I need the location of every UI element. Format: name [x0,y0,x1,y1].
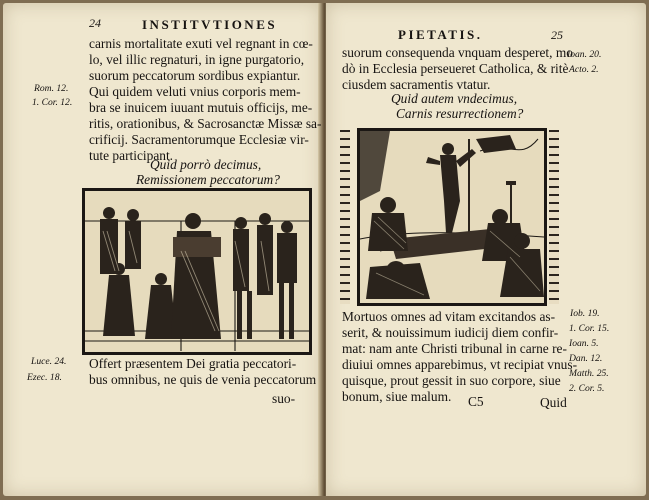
right-text-line: dò in Ecclesia perseueret Catholica, & ritè [342,61,569,76]
right-text-line: quisque, prout gessit in suo corpore, siue [342,373,561,388]
right-margin-note: Ioan. 5. [569,338,599,349]
right-page-number: 25 [551,28,563,42]
right-margin-note: Acto. 2. [569,64,599,75]
left-text-line: ritis, orationibus, & Sacrosanctæ Missæ sa- [89,116,322,131]
right-margin-note: 2. Cor. 5. [569,383,605,394]
left-text-line: carnis mortalitate exuti vel regnant in cœ- [89,36,313,51]
woodcut-absolution-scene [82,188,312,355]
left-margin-note: Ezec. 18. [27,372,62,383]
right-text-line: Mortuos omnes ad vitam excitandos as- [342,309,556,324]
right-text-line: mat: nam ante Christi tribunal in carne re- [342,341,567,356]
woodcut-resurrection-scene [357,128,547,306]
right-running-head: PIETATIS. [398,27,483,42]
left-margin-note: Luce. 24. [31,356,67,367]
right-text-line: serit, & nouissimum iudicij diem confir- [342,325,559,340]
left-question-line: Quid porrò decimus, [150,157,262,172]
right-margin-note: 1. Cor. 15. [569,323,610,334]
right-margin-note: Iob. 19. [570,308,600,319]
right-question-line: Carnis resurrectionem? [396,106,524,121]
left-text-line: crificij. Sacramentorumque Ecclesiæ vir- [89,132,309,147]
left-text-line: bra se inuicem iuuant mutuis officijs, me- [89,100,313,115]
signature-mark: C5 [468,394,484,409]
left-text-line: lo, vel illic regnaturi, in igne purgatorio, [89,52,305,67]
right-text-line: bonum, siue malum. [342,389,452,404]
ornamental-border-left [340,130,350,304]
ornamental-border-right [549,130,559,304]
left-catchword: suo- [272,391,296,406]
left-running-head: INSTITVTIONES [142,17,278,32]
right-margin-note: Dan. 12. [569,353,603,364]
left-text-line: tute participant. [89,148,174,163]
left-text-line: bus omnibus, ne quis de venia peccatorum [89,372,317,387]
right-text-line: suorum consequenda vnquam desperet, mo [342,45,573,60]
left-page-number: 24 [89,16,101,30]
left-text-line: suorum peccatorum sordibus expiantur. [89,68,301,83]
left-margin-note: 1. Cor. 12. [32,97,73,108]
right-text-line: diuiui omnes apparebimus, vt recipiat vnus- [342,357,578,372]
right-margin-note: Matth. 25. [569,368,609,379]
right-question-line: Quid autem vndecimus, [391,91,518,106]
left-question-line: Remissionem peccatorum? [136,172,280,187]
left-margin-note: Rom. 12. [34,83,69,94]
left-text-line: Qui quidem veluti vnius corporis mem- [89,84,301,99]
right-margin-note: Ioan. 20. [567,49,602,60]
left-text-line: Offert præsentem Dei gratia peccatori- [89,356,297,371]
right-text-line: ciusdem sacramentis vtatur. [342,77,491,92]
right-catchword: Quid [540,395,567,410]
